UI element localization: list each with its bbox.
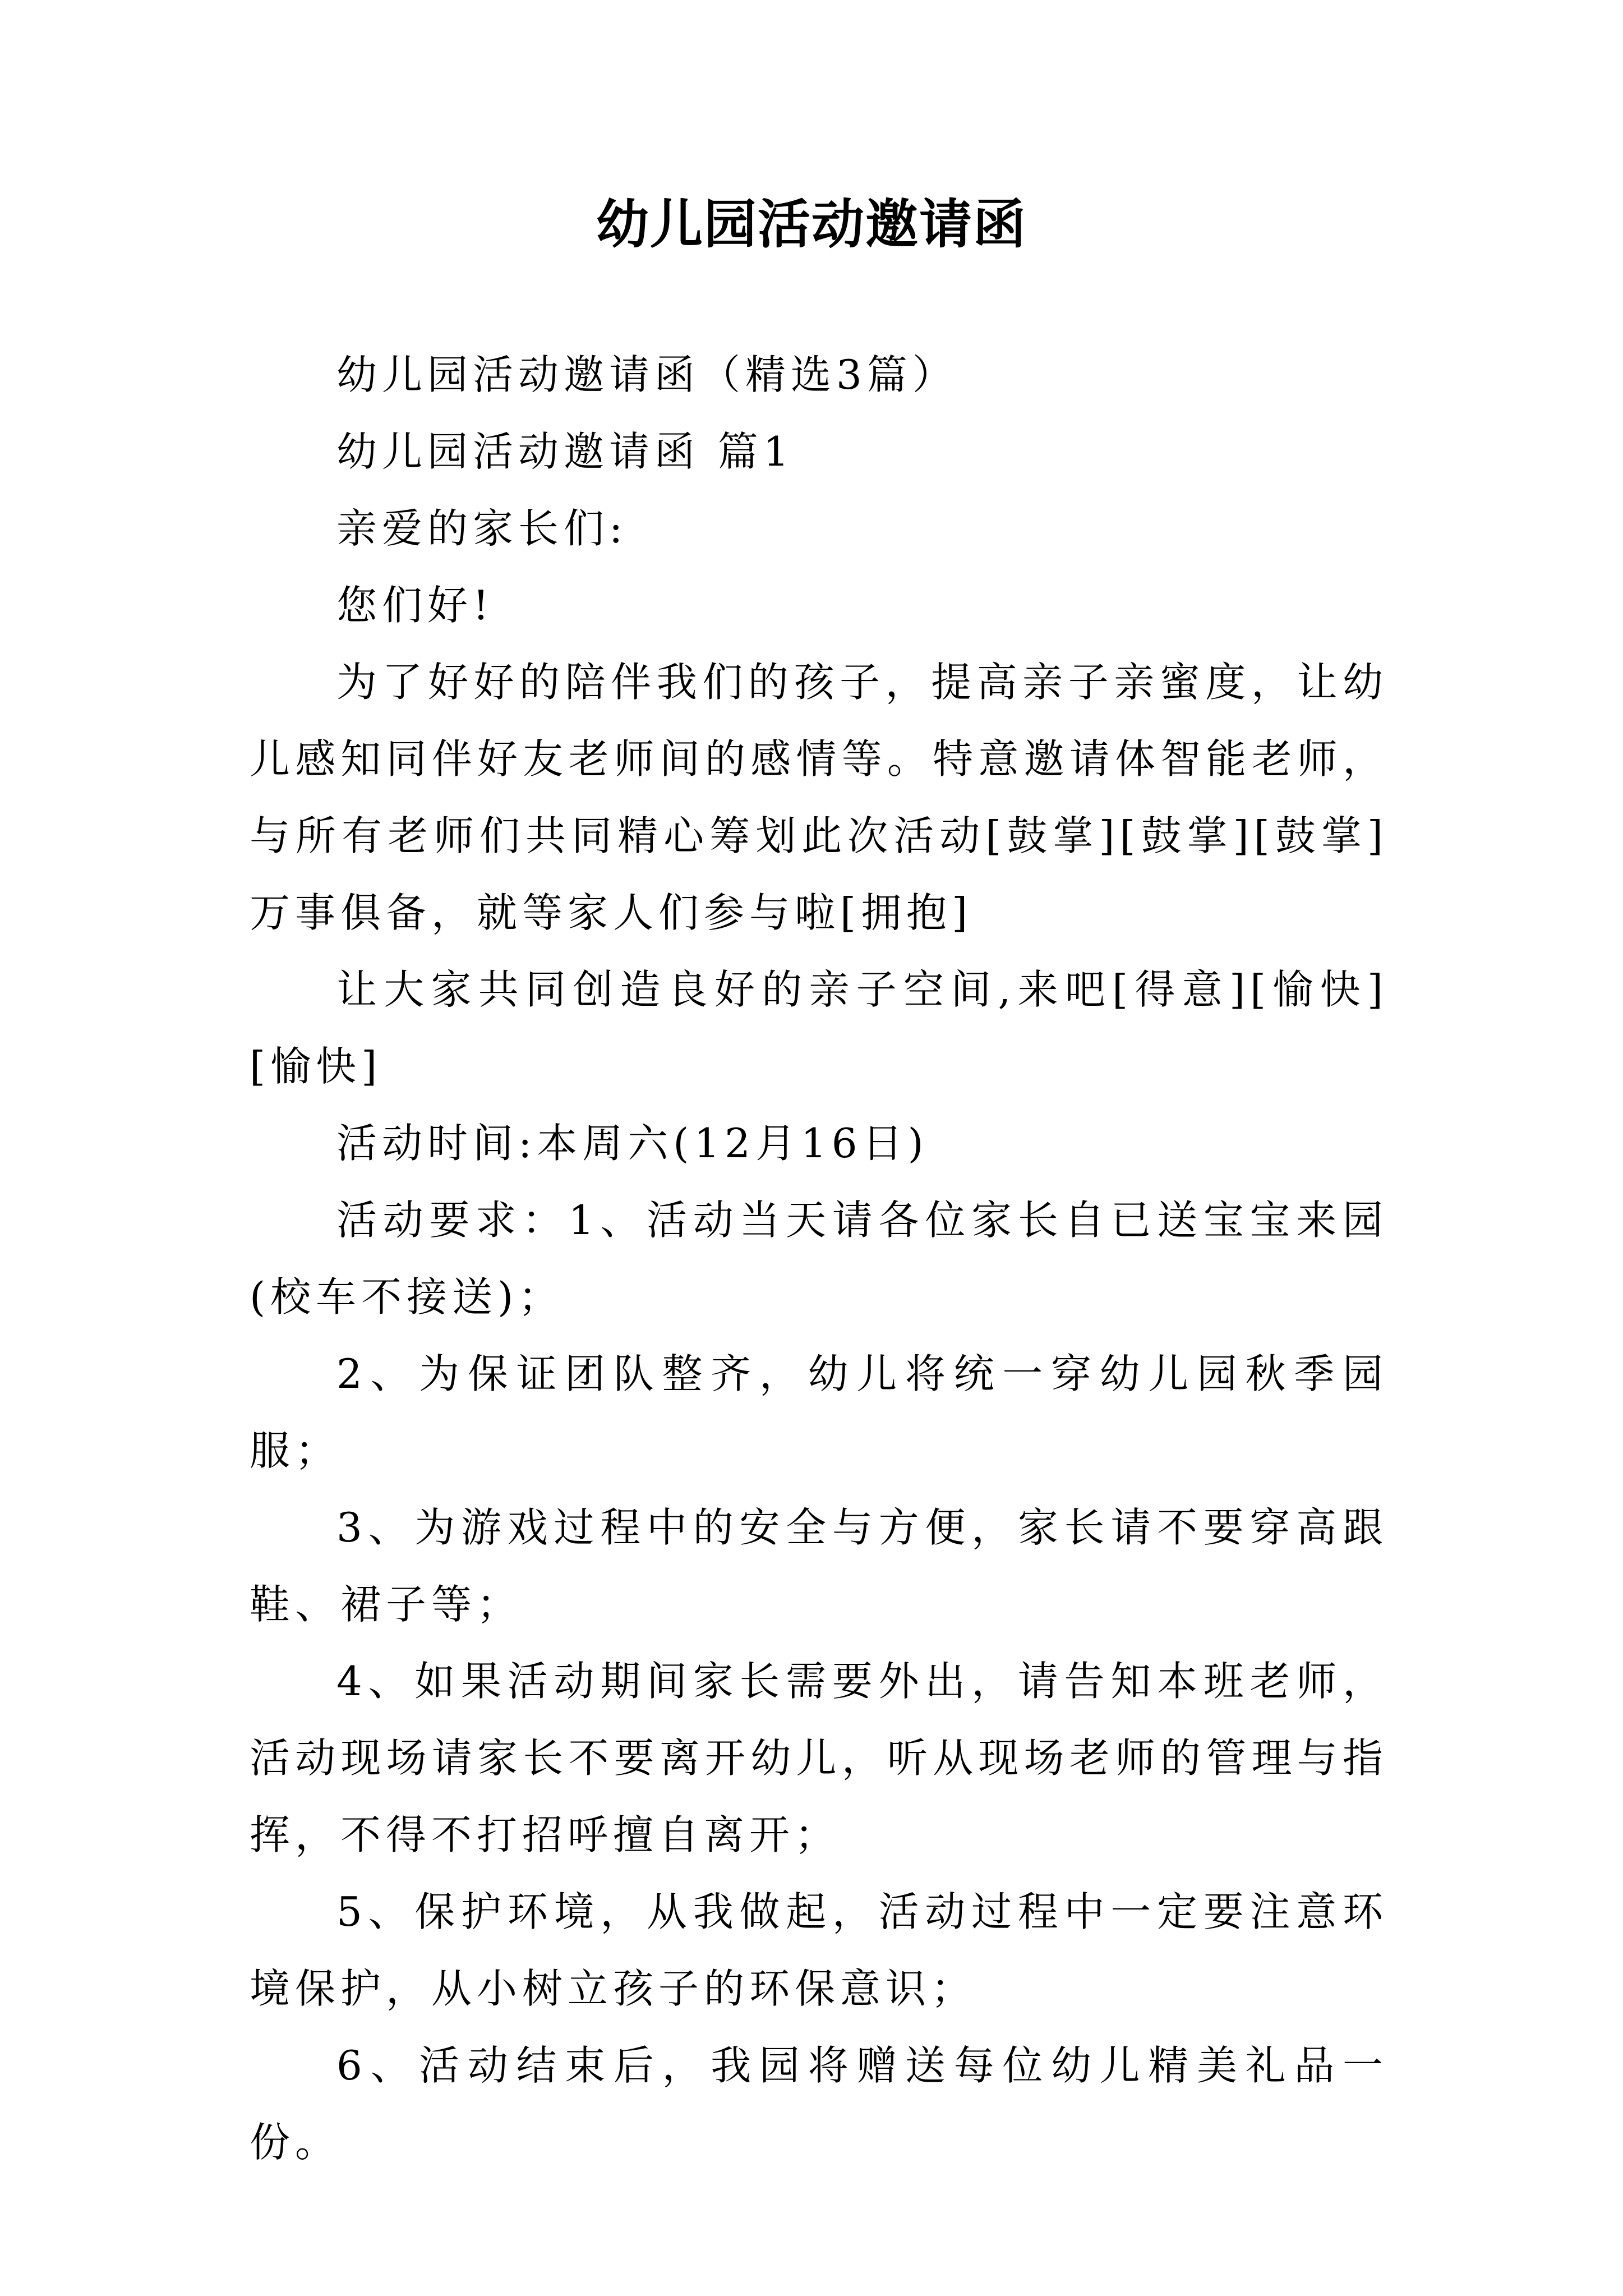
paragraph-subtitle: 幼儿园活动邀请函（精选3篇） bbox=[336, 351, 958, 398]
document-title: 幼儿园活动邀请函 bbox=[596, 194, 1027, 255]
paragraph-requirement-2: 2、为保证团队整齐，幼儿将统一穿幼儿园秋季园服； bbox=[250, 1350, 1388, 1474]
paragraph-greeting: 您们好! bbox=[336, 582, 494, 629]
paragraph-requirement-6: 6、活动结束后，我园将赠送每位幼儿精美礼品一份。 bbox=[250, 2042, 1388, 2166]
document-body bbox=[250, 337, 1388, 2181]
paragraph-salutation: 亲爱的家长们: bbox=[336, 505, 628, 552]
paragraph-requirement-5: 5、保护环境，从我做起，活动过程中一定要注意环境保护，从小树立孩子的环保意识； bbox=[250, 1888, 1388, 2012]
paragraph-section-heading: 幼儿园活动邀请函 篇1 bbox=[336, 428, 794, 475]
paragraph-requirement-1: 活动要求：1、活动当天请各位家长自已送宝宝来园(校车不接送)； bbox=[250, 1197, 1388, 1320]
paragraph-requirement-3: 3、为游戏过程中的安全与方便，家长请不要穿高跟鞋、裙子等； bbox=[250, 1504, 1388, 1628]
paragraph-invitation: 让大家共同创造良好的亲子空间,来吧[得意][愉快][愉快] bbox=[250, 966, 1388, 1090]
paragraph-requirement-4: 4、如果活动期间家长需要外出，请告知本班老师，活动现场请家长不要离开幼儿，听从现场老师的管理与指挥，不得不打招呼擅自离开； bbox=[250, 1658, 1388, 1858]
paragraph-intro: 为了好好的陪伴我们的孩子，提高亲子亲蜜度，让幼儿感知同伴好友老师间的感情等。特意邀请体智能老师，与所有老师们共同精心筹划此次活动[鼓掌][鼓掌][鼓掌]万事俱备，就等家人们参与啦[拥抱] bbox=[250, 659, 1388, 936]
paragraph-activity-time: 活动时间:本周六(12月16日) bbox=[336, 1120, 929, 1167]
